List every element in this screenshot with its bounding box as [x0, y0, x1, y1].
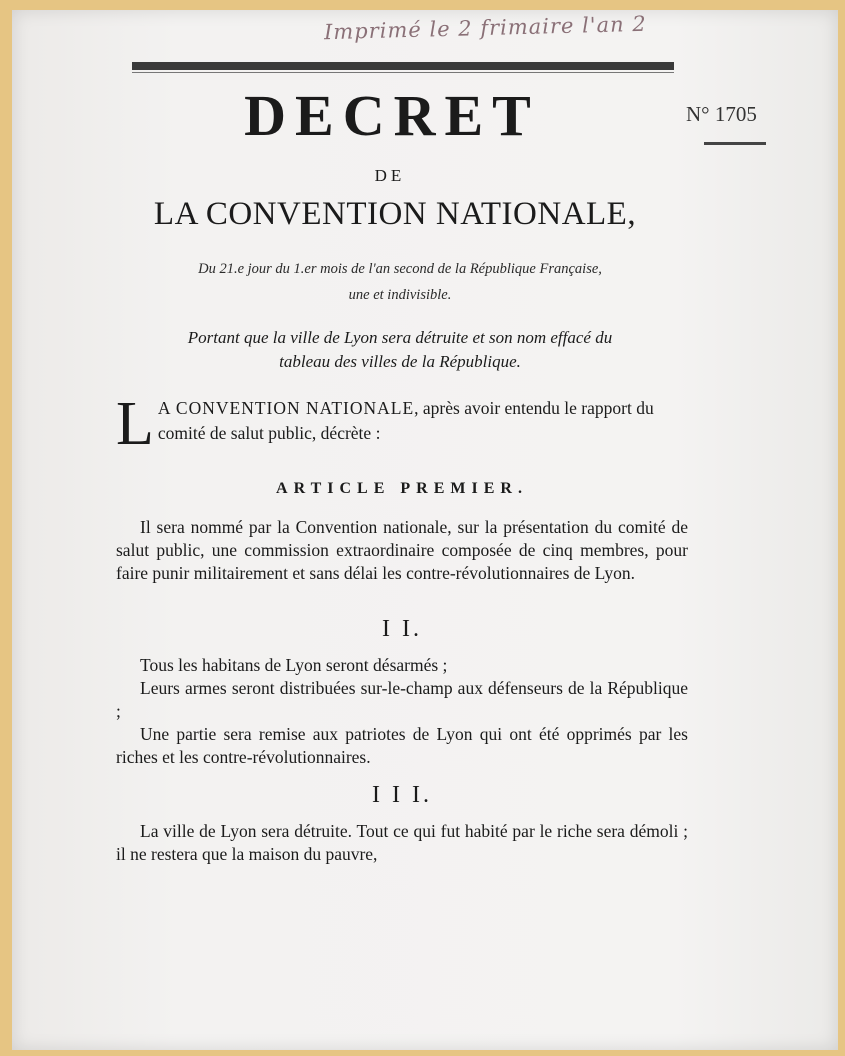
article-1-text: Il sera nommé par la Convention nationale, sur la présentation du comité de salut public, une commission extraordinaire composée de cinq membres, pour faire punir militairement et sans délai les contre-révolutionnaires de Lyon. [116, 517, 688, 583]
top-rule [132, 62, 674, 70]
article-1-heading: ARTICLE PREMIER. [276, 480, 528, 497]
article-2-paragraph-2: Leurs armes seront distribuées sur-le-champ aux défenseurs de la République ; [116, 678, 688, 721]
summary-line-2: tableau des villes de la République. [279, 352, 521, 371]
article-3-heading: I I I. [372, 782, 432, 808]
article-2-paragraph-1: Tous les habitans de Lyon seront désarmés ; [140, 655, 448, 675]
dateline-line-2: une et indivisible. [348, 287, 452, 303]
summary-line-1: Portant que la ville de Lyon sera détruite et son nom effacé du [187, 328, 613, 347]
preamble [116, 390, 686, 458]
title-connector: DE [374, 166, 406, 185]
number-underline [704, 142, 766, 145]
document-title: DECRET [244, 83, 540, 148]
dateline [122, 256, 678, 308]
article-2-paragraph-3: Une partie sera remise aux patriotes de Lyon qui ont été opprimés par les riches et les contre-révolutionnaires. [116, 724, 688, 767]
decree-summary [112, 326, 688, 374]
document-subtitle: LA CONVENTION NATIONALE, [153, 196, 637, 232]
article-3-text: La ville de Lyon sera détruite. Tout ce qui fut habité par le riche sera démoli ; il ne restera que la maison du pauvre, [116, 821, 688, 864]
handwritten-note: Imprimé le 2 frimaire l'an 2 [323, 11, 647, 45]
article-2-text [116, 654, 688, 769]
document-number: N° 1705 [686, 102, 757, 126]
preamble-text: , après avoir entendu le rapport du comité de salut public, décrète : [157, 398, 654, 443]
dateline-line-1: Du 21.e jour du 1.er mois de l'an second de la République Française, [198, 261, 602, 277]
article-2-heading: I I. [382, 616, 422, 642]
document-page [12, 10, 838, 1050]
drop-cap: L [116, 390, 154, 458]
preamble-lead: A CONVENTION NATIONALE [157, 398, 415, 418]
